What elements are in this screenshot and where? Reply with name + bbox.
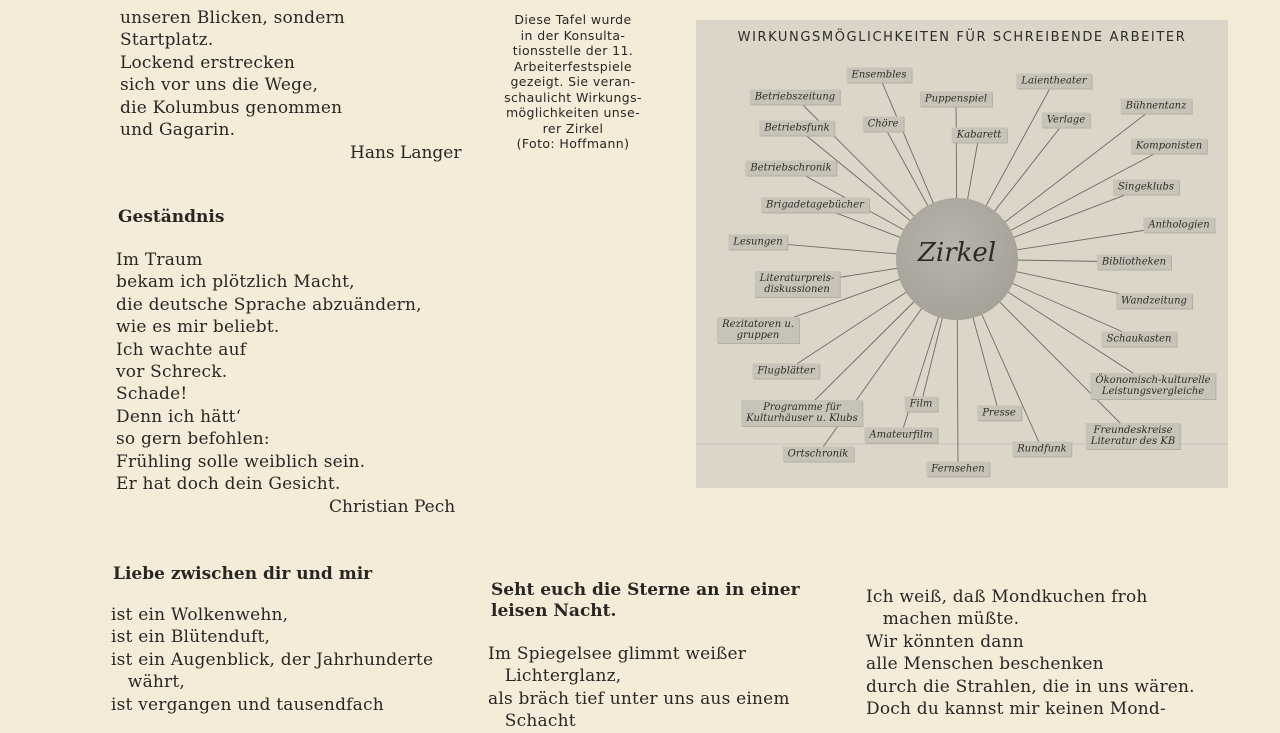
diagram-label: Betriebszeitung [750, 90, 840, 105]
diagram-label: Komponisten [1131, 139, 1207, 154]
diagram-label: Ökonomisch-kulturelle Leistungsvergleiche [1090, 373, 1215, 399]
zirkel-center-circle [896, 198, 1018, 320]
diagram-label: Laientheater [1016, 74, 1091, 89]
poem-gestaendnis-author: Christian Pech [329, 497, 456, 517]
zirkel-diagram-photo [696, 20, 1228, 488]
diagram-label: Fernsehen [926, 462, 989, 477]
poem-sterne-text: Im Spiegelsee glimmt weißer Lichterglanz, als bräch tief unter uns aus einem Schacht [488, 644, 790, 732]
diagram-label: Film [905, 397, 938, 412]
poem-liebe-text: ist ein Wolkenwehn, ist ein Blütenduft, ist ein Augenblick, der Jahrhunderte währt, ist vergangen und tausendfach [111, 605, 434, 715]
diagram-label: Kabarett [952, 128, 1007, 143]
diagram-label: Verlage [1042, 113, 1090, 128]
poem-mondkuchen-text: Ich weiß, daß Mondkuchen froh machen müßte. Wir könnten dann alle Menschen beschenken durch die Strahlen, die in uns wären. Doch du kannst mir keinen Mond- [866, 587, 1195, 720]
diagram-label: Rezitatoren u. gruppen [717, 317, 799, 343]
diagram-label: Ortschronik [783, 447, 854, 462]
diagram-label: Literaturpreis- diskussionen [755, 271, 840, 297]
diagram-label: Anthologien [1143, 218, 1214, 233]
diagram-label: Presse [977, 406, 1021, 421]
diagram-label: Freundeskreise Literatur des KB [1086, 423, 1180, 449]
diagram-label: Schaukasten [1102, 332, 1177, 347]
photo-caption: Diese Tafel wurde in der Konsulta- tionsstelle der 11. Arbeiterfestspiele gezeigt. Sie veran- schaulicht Wirkungs- möglichkeiten unse- rer Zirkel (Foto: Hoffmann) [504, 12, 642, 151]
diagram-label: Lesungen [728, 235, 787, 250]
diagram-label: Ensembles [847, 68, 912, 83]
diagram-label: Flugblätter [752, 364, 819, 379]
diagram-title: WIRKUNGSMÖGLICHKEITEN FÜR SCHREIBENDE ARBEITER [737, 30, 1187, 45]
zirkel-center-label: Zirkel [917, 238, 997, 268]
diagram-label: Rundfunk [1012, 442, 1071, 457]
diagram-label: Bibliotheken [1097, 255, 1171, 270]
diagram-label: Bühnentanz [1121, 99, 1192, 114]
poem-sterne-title: Seht euch die Sterne an in einer leisen Nacht. [491, 580, 800, 621]
diagram-label: Puppenspiel [920, 92, 992, 107]
poem-liebe-title: Liebe zwischen dir und mir [113, 564, 373, 584]
diagram-label: Singeklubs [1113, 180, 1179, 195]
diagram-label: Betriebschronik [745, 161, 836, 176]
poem-gestaendnis-title: Geständnis [118, 207, 225, 227]
diagram-label: Amateurfilm [864, 428, 937, 443]
diagram-label: Chöre [863, 117, 904, 132]
diagram-label: Programme für Kulturhäuser u. Klubs [741, 400, 862, 426]
poem-gestaendnis-text: Im Traum bekam ich plötzlich Macht, die deutsche Sprache abzuändern, wie es mir beliebt. Ich wachte auf vor Schreck. Schade! Denn ich hätt‘ so gern befohlen: Frühling solle weiblich sein. Er hat doch dein Gesicht. [116, 250, 422, 495]
diagram-label: Wandzeitung [1116, 294, 1192, 309]
poem-langer-author: Hans Langer [350, 143, 462, 163]
poem-langer-text: unseren Blicken, sondern Startplatz. Lockend erstrecken sich vor uns die Wege, die Kolumbus genommen und Gagarin. [120, 8, 345, 141]
diagram-label: Brigadetagebücher [761, 198, 869, 213]
diagram-label: Betriebsfunk [759, 121, 834, 136]
